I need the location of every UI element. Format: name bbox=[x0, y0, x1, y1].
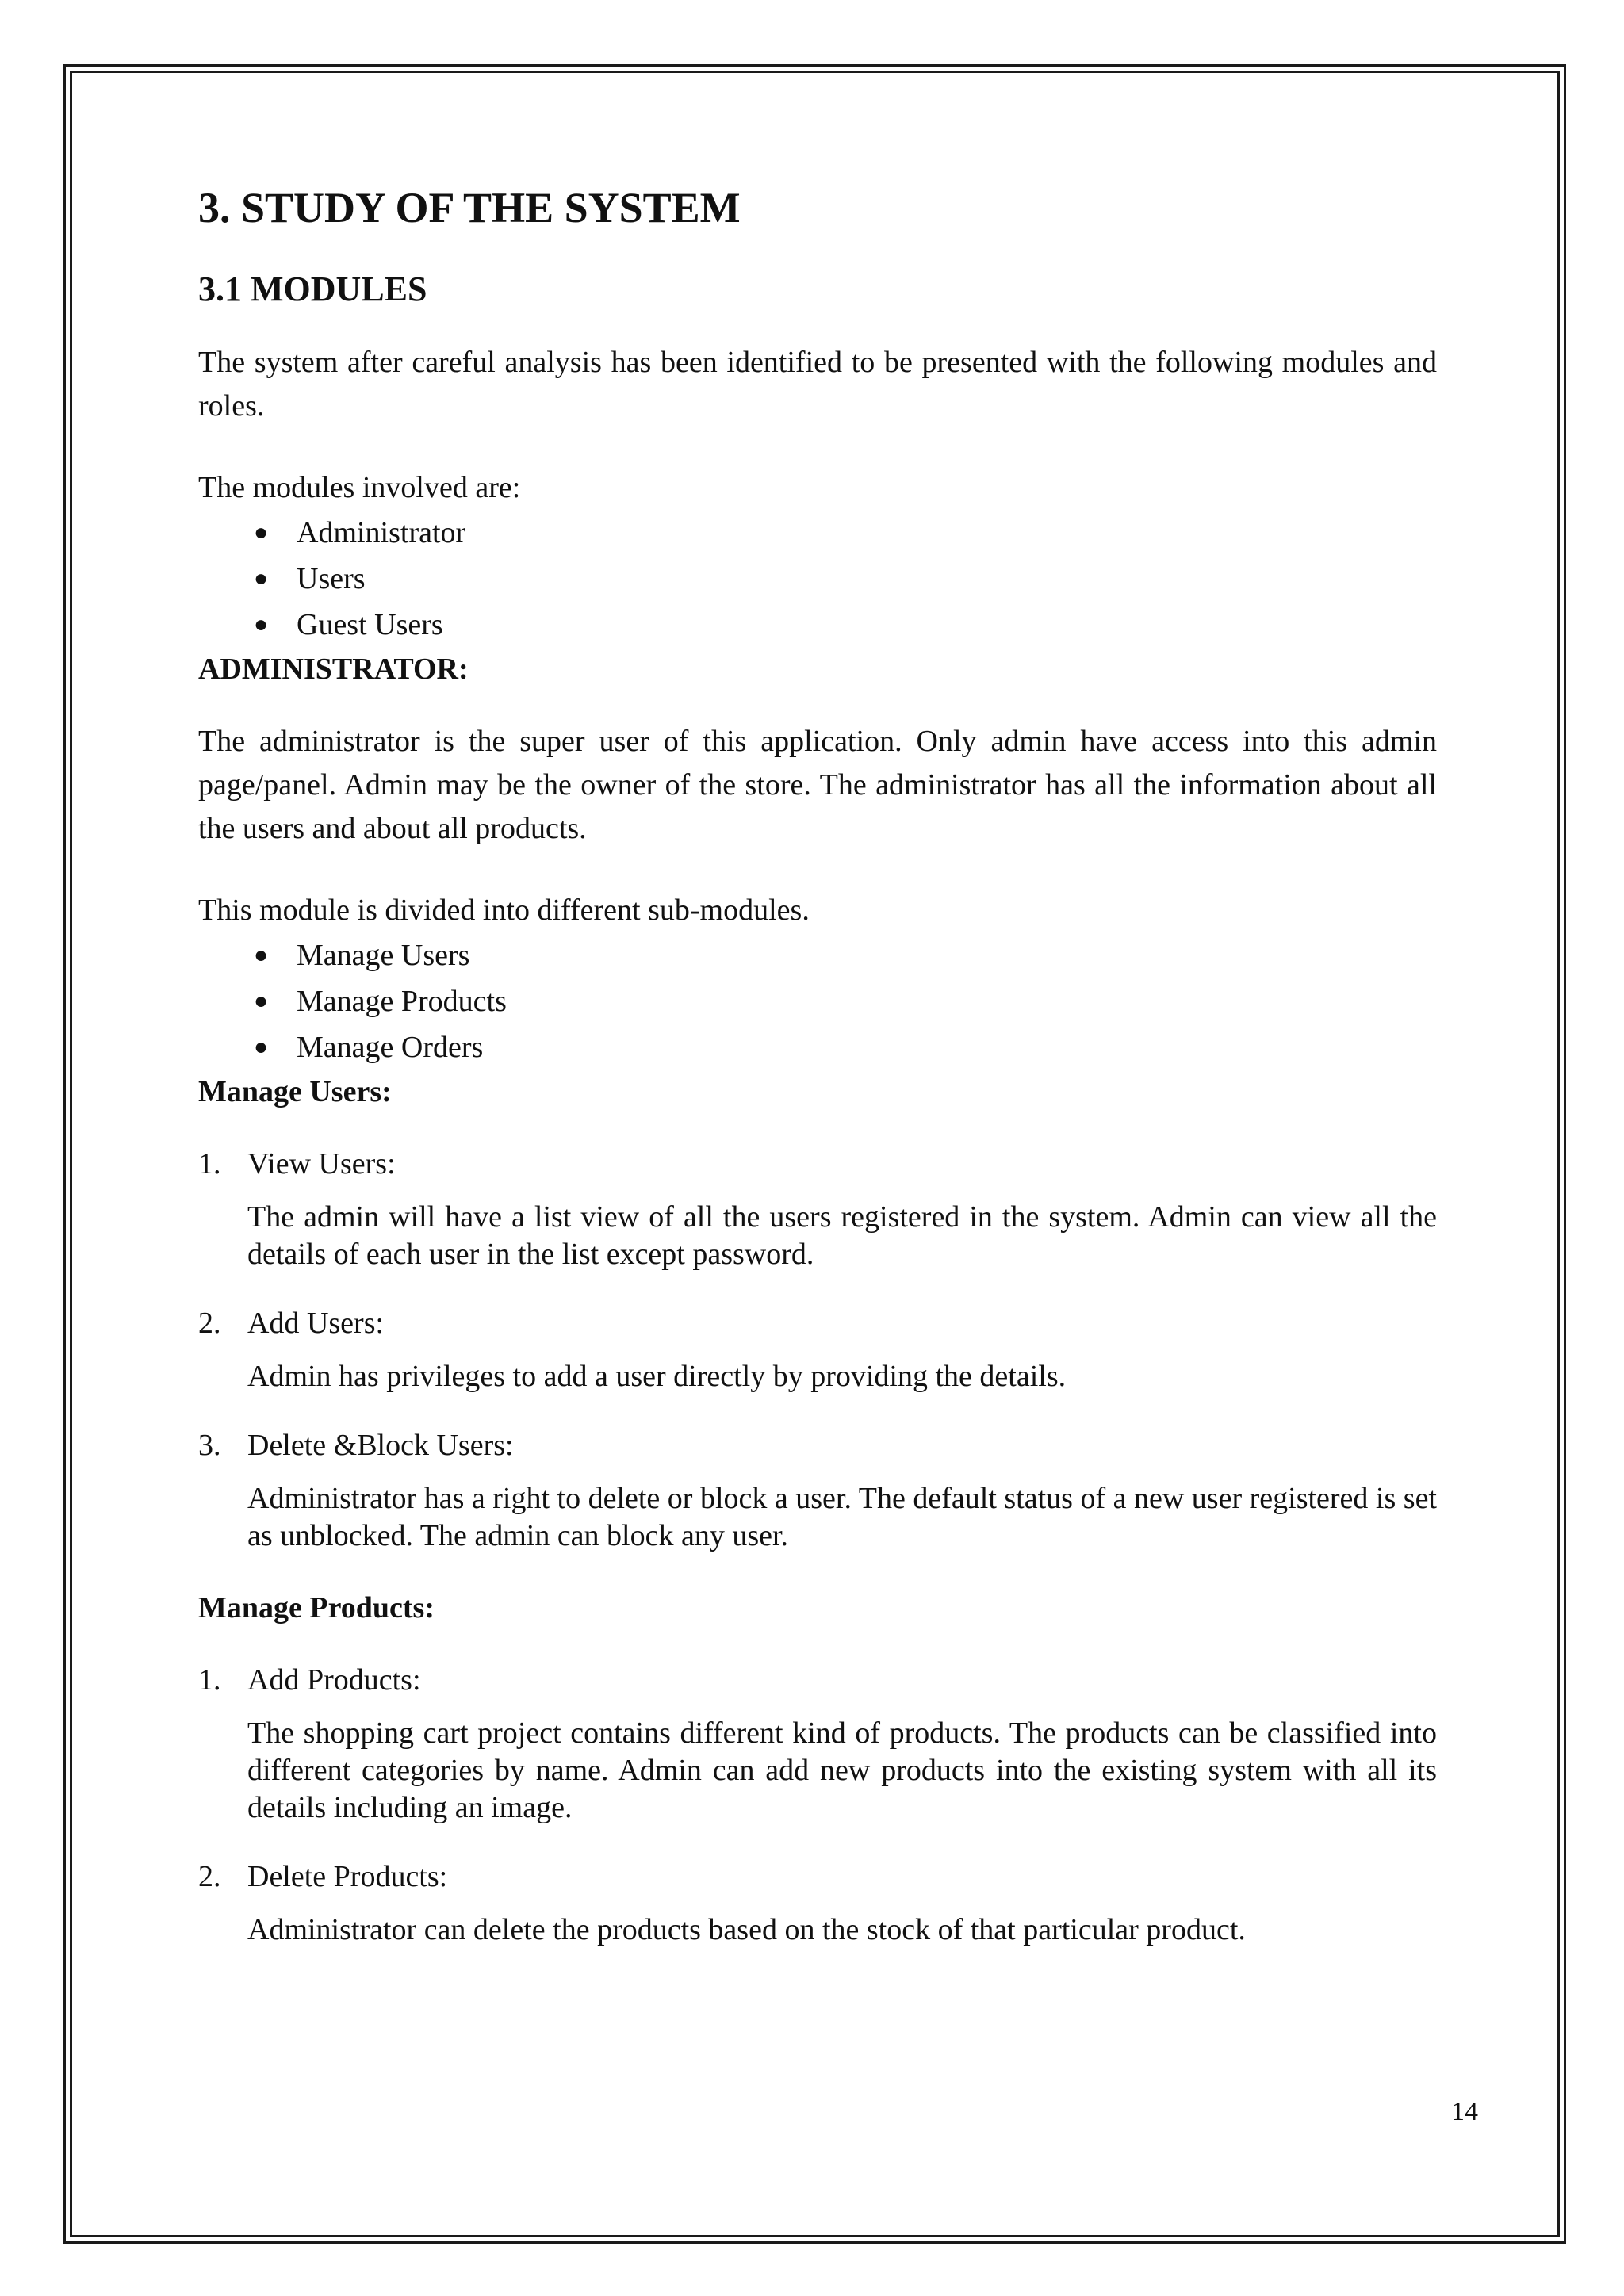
bullet-icon: ● bbox=[254, 941, 269, 968]
page-content bbox=[198, 182, 1437, 1949]
manage-products-item: 2. Delete Products: bbox=[198, 1859, 448, 1893]
section-subtitle: 3.1 MODULES bbox=[198, 269, 427, 308]
bullet-icon: ● bbox=[254, 987, 269, 1014]
list-item: ● Users bbox=[198, 556, 1437, 602]
list-item: ● Administrator bbox=[198, 510, 1437, 556]
manage-users-item-desc: Admin has privileges to add a user directly by providing the details. bbox=[247, 1359, 1067, 1393]
bullet-icon: ● bbox=[254, 610, 269, 637]
manage-products-heading: Manage Products: bbox=[198, 1590, 435, 1624]
page-number: 14 bbox=[1451, 2097, 1478, 2126]
manage-users-item-desc: The admin will have a list view of all the users registered in the system. Admin can view all the details of each user in the list except password. bbox=[247, 1200, 1437, 1271]
manage-users-heading: Manage Users: bbox=[198, 1074, 392, 1108]
intro-paragraph: The system after careful analysis has been identified to be presented with the following modules and roles. bbox=[198, 345, 1437, 423]
manage-users-item: 1. View Users: bbox=[198, 1146, 396, 1181]
list-item: ● Manage Orders bbox=[198, 1024, 1437, 1070]
bullet-icon: ● bbox=[254, 564, 269, 591]
list-item: ● Guest Users bbox=[198, 602, 1437, 648]
list-item: ● Manage Products bbox=[198, 978, 1437, 1024]
submodules-list bbox=[198, 932, 1437, 1070]
manage-users-item-desc: Administrator has a right to delete or block a user. The default status of a new user registered is set as unblocked. The admin can block any user. bbox=[247, 1481, 1437, 1552]
manage-users-item: 2. Add Users: bbox=[198, 1306, 385, 1340]
manage-products-item: 1. Add Products: bbox=[198, 1663, 421, 1697]
manage-products-item-desc: Administrator can delete the products based on the stock of that particular product. bbox=[247, 1912, 1246, 1946]
bullet-icon: ● bbox=[254, 519, 269, 545]
list-item: ● Manage Users bbox=[198, 932, 1437, 978]
administrator-paragraph: The administrator is the super user of this application. Only admin have access into this admin page/panel. Admin may be the owner of the store. The administrator has all the information about all the users and about all products. bbox=[198, 724, 1437, 845]
bullet-icon: ● bbox=[254, 1033, 269, 1060]
modules-lead: The modules involved are: bbox=[198, 470, 521, 504]
modules-list bbox=[198, 510, 1437, 648]
manage-products-item-desc: The shopping cart project contains different kind of products. The products can be classified into different categories by name. Admin can add new products into the existing system with all its details including an image. bbox=[247, 1716, 1437, 1824]
manage-users-item: 3. Delete &Block Users: bbox=[198, 1428, 514, 1462]
submodules-lead: This module is divided into different sub-modules. bbox=[198, 893, 810, 927]
administrator-heading: ADMINISTRATOR: bbox=[198, 652, 469, 686]
page-title: 3. STUDY OF THE SYSTEM bbox=[198, 184, 741, 232]
